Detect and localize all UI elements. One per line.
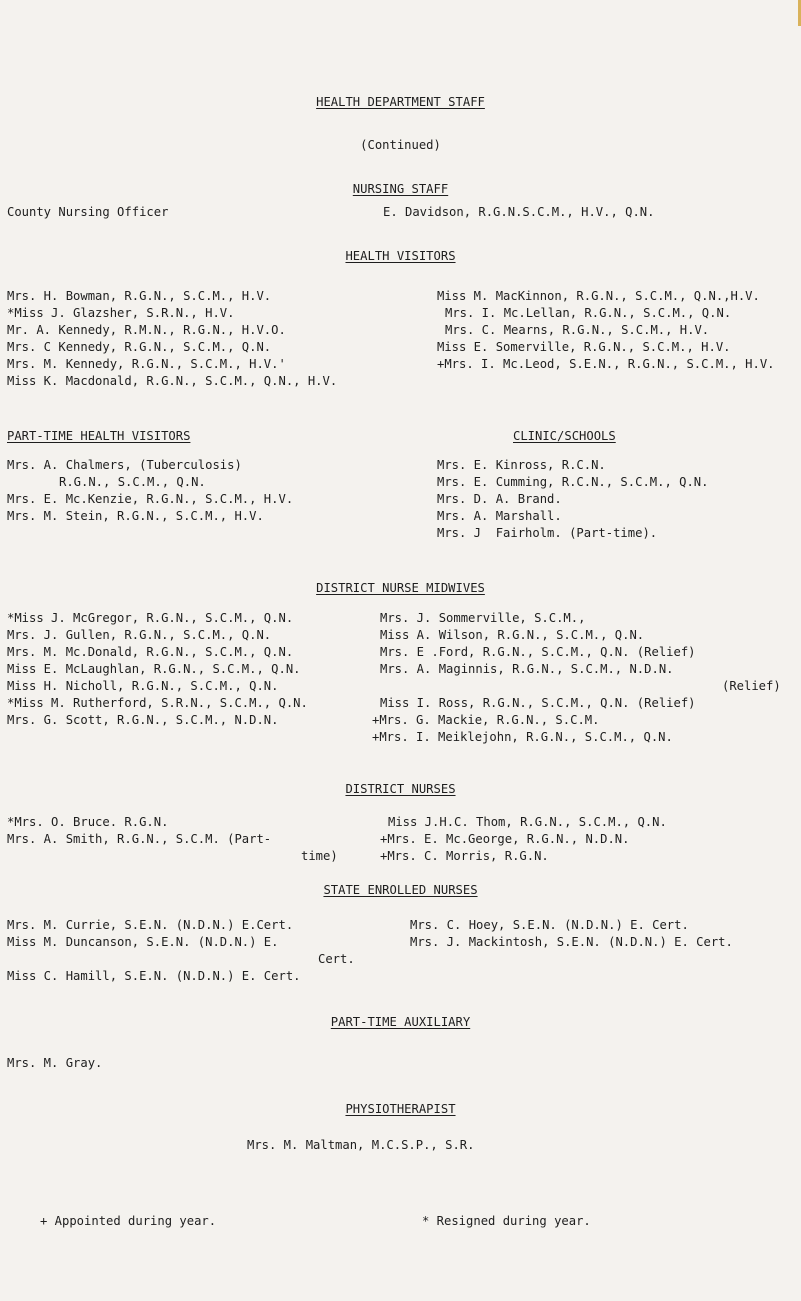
- enrolled-left-3: Miss C. Hamill, S.E.N. (N.D.N.) E. Cert.: [7, 969, 301, 983]
- nursing-staff-heading: NURSING STAFF: [352, 182, 449, 196]
- page-subtitle: (Continued): [360, 138, 441, 152]
- midwife-left-1: *Miss J. McGregor, R.G.N., S.C.M., Q.N.: [7, 611, 294, 625]
- part-time-hv-2: Mrs. E. Mc.Kenzie, R.G.N., S.C.M., H.V.: [7, 492, 294, 506]
- district-nurse-right-1: Miss J.H.C. Thom, R.G.N., S.C.M., Q.N.: [388, 815, 667, 829]
- midwife-right-1: Mrs. J. Sommerville, S.C.M.,: [380, 611, 586, 625]
- health-visitors-heading: HEALTH VISITORS: [345, 249, 456, 263]
- midwife-left-4: Miss E. McLaughlan, R.G.N., S.C.M., Q.N.: [7, 662, 301, 676]
- midwife-right-4: Mrs. A. Maginnis, R.G.N., S.C.M., N.D.N.: [380, 662, 674, 676]
- midwife-right-6: +Mrs. G. Mackie, R.G.N., S.C.M.: [372, 713, 600, 727]
- clinic-school-4: Mrs. A. Marshall.: [437, 509, 562, 523]
- midwife-right-3: Mrs. E .Ford, R.G.N., S.C.M., Q.N. (Relief): [380, 645, 696, 659]
- health-visitor-right-5: +Mrs. I. Mc.Leod, S.E.N., R.G.N., S.C.M., H.V.: [437, 357, 775, 371]
- district-nurse-left-2-cont: time): [301, 849, 338, 863]
- midwife-left-3: Mrs. M. Mc.Donald, R.G.N., S.C.M., Q.N.: [7, 645, 294, 659]
- clinic-school-1: Mrs. E. Kinross, R.C.N.: [437, 458, 606, 472]
- health-visitor-right-2: Mrs. I. Mc.Lellan, R.G.N., S.C.M., Q.N.: [445, 306, 732, 320]
- health-visitor-left-2: *Miss J. Glazsher, S.R.N., H.V.: [7, 306, 235, 320]
- county-nursing-officer-label: County Nursing Officer: [7, 205, 169, 219]
- health-visitor-left-4: Mrs. C Kennedy, R.G.N., S.C.M., Q.N.: [7, 340, 272, 354]
- district-nurses-heading: DISTRICT NURSES: [345, 782, 456, 796]
- physiotherapist-heading: PHYSIOTHERAPIST: [345, 1102, 456, 1116]
- midwife-left-7: Mrs. G. Scott, R.G.N., S.C.M., N.D.N.: [7, 713, 279, 727]
- health-visitor-right-4: Miss E. Somerville, R.G.N., S.C.M., H.V.: [437, 340, 731, 354]
- midwife-right-2: Miss A. Wilson, R.G.N., S.C.M., Q.N.: [380, 628, 645, 642]
- physiotherapist-name: Mrs. M. Maltman, M.C.S.P., S.R.: [247, 1138, 475, 1152]
- health-visitor-right-1: Miss M. MacKinnon, R.G.N., S.C.M., Q.N.,H.V.: [437, 289, 760, 303]
- part-time-auxiliary-heading: PART-TIME AUXILIARY: [330, 1015, 471, 1029]
- district-nurse-right-2: +Mrs. E. Mc.George, R.G.N., N.D.N.: [380, 832, 630, 846]
- county-nursing-officer-name: E. Davidson, R.G.N.S.C.M., H.V., Q.N.: [383, 205, 655, 219]
- health-visitor-left-1: Mrs. H. Bowman, R.G.N., S.C.M., H.V.: [7, 289, 272, 303]
- district-nurse-left-1: *Mrs. O. Bruce. R.G.N.: [7, 815, 169, 829]
- midwife-right-4-relief: (Relief): [722, 679, 781, 693]
- resigned-note: * Resigned during year.: [422, 1214, 591, 1228]
- midwife-left-2: Mrs. J. Gullen, R.G.N., S.C.M., Q.N.: [7, 628, 272, 642]
- clinic-school-3: Mrs. D. A. Brand.: [437, 492, 562, 506]
- clinic-school-2: Mrs. E. Cumming, R.C.N., S.C.M., Q.N.: [437, 475, 709, 489]
- appointed-note: + Appointed during year.: [40, 1214, 217, 1228]
- midwife-right-5: Miss I. Ross, R.G.N., S.C.M., Q.N. (Relief): [380, 696, 696, 710]
- health-visitor-left-5: Mrs. M. Kennedy, R.G.N., S.C.M., H.V.': [7, 357, 286, 371]
- part-time-health-visitors-heading: PART-TIME HEALTH VISITORS: [7, 429, 191, 443]
- part-time-hv-3: Mrs. M. Stein, R.G.N., S.C.M., H.V.: [7, 509, 264, 523]
- clinic-school-5: Mrs. J Fairholm. (Part-time).: [437, 526, 658, 540]
- part-time-hv-1-quals: R.G.N., S.C.M., Q.N.: [59, 475, 206, 489]
- midwife-left-6: *Miss M. Rutherford, S.R.N., S.C.M., Q.N.: [7, 696, 308, 710]
- health-visitor-left-6: Miss K. Macdonald, R.G.N., S.C.M., Q.N., H.V.: [7, 374, 338, 388]
- health-visitor-left-3: Mr. A. Kennedy, R.M.N., R.G.N., H.V.O.: [7, 323, 286, 337]
- clinic-schools-heading: CLINIC/SCHOOLS: [513, 429, 616, 443]
- health-visitor-right-3: Mrs. C. Mearns, R.G.N., S.C.M., H.V.: [445, 323, 710, 337]
- enrolled-left-2: Miss M. Duncanson, S.E.N. (N.D.N.) E.: [7, 935, 279, 949]
- district-nurse-left-2: Mrs. A. Smith, R.G.N., S.C.M. (Part-: [7, 832, 272, 846]
- enrolled-right-2: Mrs. J. Mackintosh, S.E.N. (N.D.N.) E. Cert.: [410, 935, 733, 949]
- district-nurse-right-3: +Mrs. C. Morris, R.G.N.: [380, 849, 549, 863]
- enrolled-right-1: Mrs. C. Hoey, S.E.N. (N.D.N.) E. Cert.: [410, 918, 689, 932]
- midwife-left-5: Miss H. Nicholl, R.G.N., S.C.M., Q.N.: [7, 679, 279, 693]
- page-title: HEALTH DEPARTMENT STAFF: [316, 95, 485, 109]
- state-enrolled-nurses-heading: STATE ENROLLED NURSES: [323, 883, 478, 897]
- enrolled-left-1: Mrs. M. Currie, S.E.N. (N.D.N.) E.Cert.: [7, 918, 294, 932]
- auxiliary-name: Mrs. M. Gray.: [7, 1056, 103, 1070]
- part-time-hv-1: Mrs. A. Chalmers, (Tuberculosis): [7, 458, 242, 472]
- enrolled-left-2-cont: Cert.: [318, 952, 355, 966]
- district-nurse-midwives-heading: DISTRICT NURSE MIDWIVES: [316, 581, 485, 595]
- midwife-right-7: +Mrs. I. Meiklejohn, R.G.N., S.C.M., Q.N.: [372, 730, 673, 744]
